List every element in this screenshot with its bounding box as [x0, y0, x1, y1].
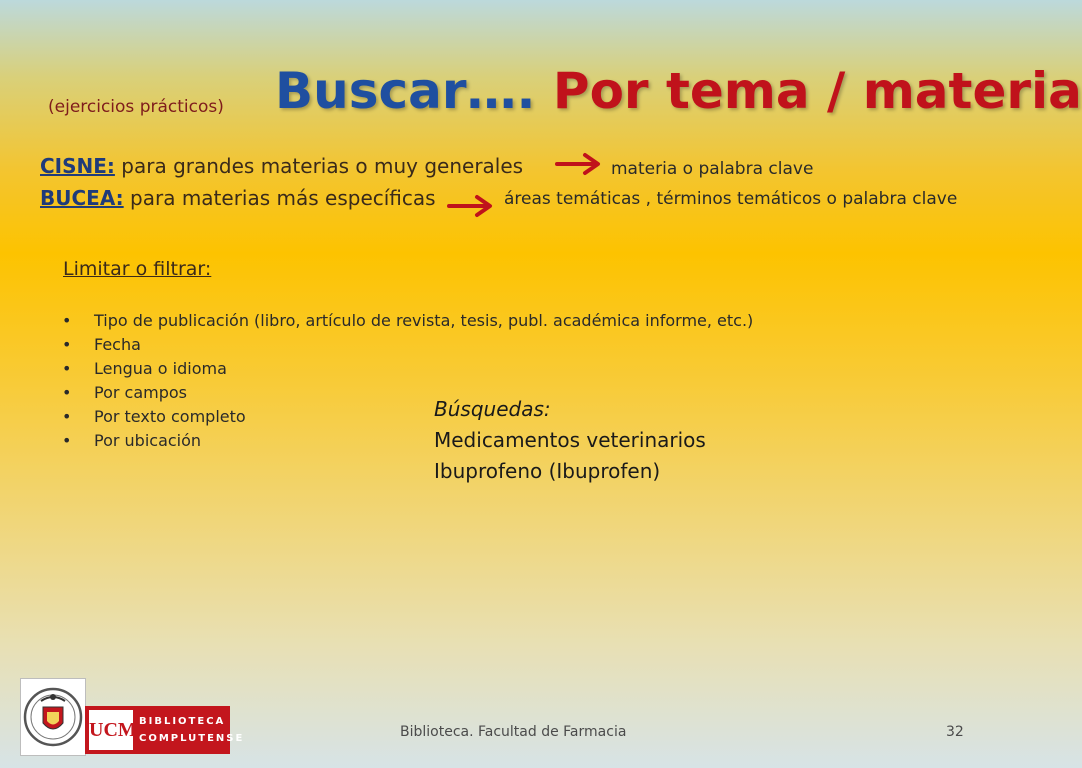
ucm-library-logo [85, 706, 245, 754]
university-crest-logo [20, 678, 86, 756]
bullet: • [62, 407, 72, 426]
title-part-search: Buscar…. [275, 62, 536, 120]
logo-text: BIBLIOTECA COMPLUTENSE [139, 716, 245, 744]
cisne-label: CISNE: [40, 154, 115, 178]
ucm-letters: UCM [89, 710, 133, 750]
list-item: • Por ubicación [62, 429, 753, 453]
arrow-right-icon [447, 195, 493, 217]
bullet: • [62, 335, 72, 354]
list-item: • Tipo de publicación (libro, artículo de revista, tesis, publ. académica informe, etc.) [62, 309, 753, 333]
slide-title [275, 62, 1082, 120]
search-example: Medicamentos veterinarios [434, 428, 706, 452]
cisne-description: para grandes materias o muy generales [114, 154, 524, 178]
slide-subtitle: (ejercicios prácticos) [48, 97, 224, 117]
list-item: • Fecha [62, 333, 753, 357]
filters-heading: Limitar o filtrar: [63, 258, 212, 280]
title-part-topic: Por tema / materia [552, 62, 1082, 120]
bucea-note: áreas temáticas , términos temáticos o palabra clave [504, 189, 958, 209]
footer-text: Biblioteca. Facultad de Farmacia [400, 724, 627, 740]
searches-block [434, 394, 706, 487]
bullet: • [62, 431, 72, 450]
search-example: Ibuprofeno (Ibuprofen) [434, 459, 661, 483]
bullet: • [62, 359, 72, 378]
bucea-description: para materias más específicas [123, 186, 436, 210]
list-item: • Lengua o idioma [62, 357, 753, 381]
bullet: • [62, 311, 72, 330]
bullet: • [62, 383, 72, 402]
crest-icon [21, 679, 85, 755]
bucea-line [40, 186, 436, 210]
arrow-right-icon [555, 153, 601, 175]
cisne-note: materia o palabra clave [611, 159, 814, 179]
list-item: • Por campos [62, 381, 753, 405]
list-item: • Por texto completo [62, 405, 753, 429]
bucea-label: BUCEA: [40, 186, 124, 210]
slide-number: 32 [946, 724, 964, 740]
searches-heading: Búsquedas: [434, 397, 551, 421]
cisne-line [40, 154, 523, 178]
